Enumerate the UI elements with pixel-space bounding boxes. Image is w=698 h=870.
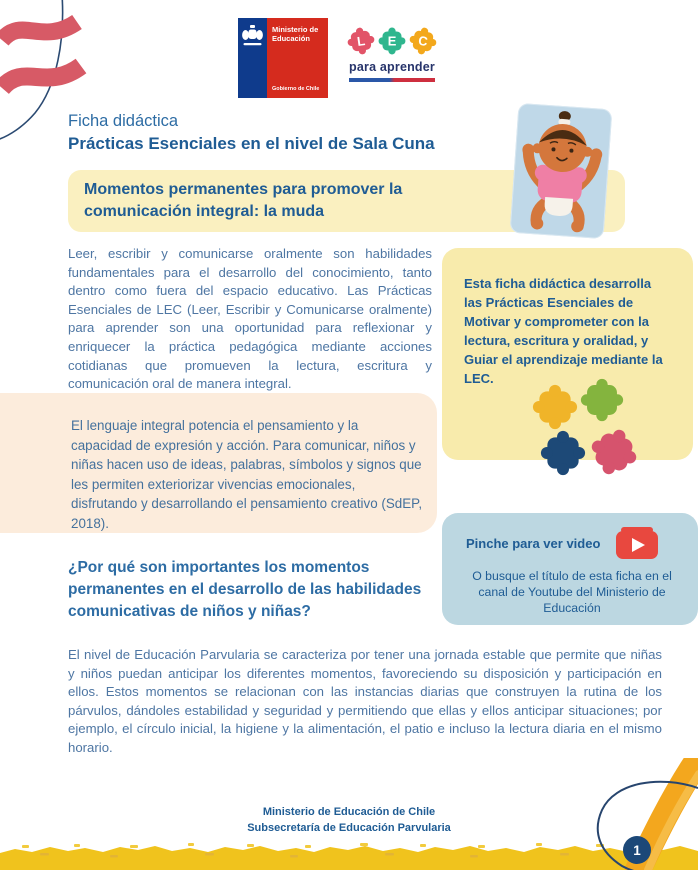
footer-ministry: Ministerio de Educación de Chile [262,806,436,818]
question-heading: ¿Por qué son importantes los momentos permanentes en el desarrollo de las habilidades comunicativas de niños y niñas? [68,559,422,620]
body-paragraph: El nivel de Educación Parvularia se caracteriza por tener una jornada estable que permite que niñas y niños puedan anticipar los diferentes momentos, favoreciendo su disposición y participación en ellos. Estos momentos se relacionan con las instancias diarias que construyen la rutina de los párvulos, dándoles estabilidad y seguridad y permitiendo que ellas y ellos anticipar situaciones; por ejemplo, el círculo inicial, la higiene y la alimentación, el patio e incluso la lectura diaria en el mismo horario. [68,647,662,755]
video-cta-link[interactable]: Pinche para ver video [466,535,601,551]
lec-piece-l-icon [345,25,377,57]
page-title: Prácticas Esenciales en el nivel de Sala Cuna [68,134,435,153]
document-kicker: Ficha didáctica [68,112,179,130]
footer-subsecretary: Subsecretaría de Educación Parvularia [247,822,451,834]
puzzle-pieces-icon [518,376,658,498]
red-swoosh-icon [2,22,77,40]
page-number-badge: 1 [623,836,651,864]
baby-illustration-card [510,103,613,239]
chile-coat-of-arms-icon [241,24,264,50]
footer [0,804,698,836]
video-box [442,513,698,625]
lec-piece-e-icon [378,27,406,55]
baby-icon [510,103,613,239]
bottom-yellow-band [0,840,698,870]
mineduc-logo-title: Ministerio de Educación [272,25,319,43]
svg-text:E: E [387,33,397,49]
lec-logo-flag-bar [349,78,435,82]
quote-box [0,393,437,533]
svg-text:L: L [356,33,366,49]
topic-banner-text: Momentos permanentes para promover la comunicación integral: la muda [84,181,403,220]
circle-outline-decoration [0,0,63,140]
lec-logo [344,27,440,82]
lec-logo-tagline: para aprender [349,60,435,74]
mineduc-logo [238,18,328,98]
lec-logo-pieces [344,27,440,57]
intro-paragraph: Leer, escribir y comunicarse oralmente son habilidades fundamentales para el desarrollo del conocimiento, tanto dentro como fuera del espacio educativo. Las Prácticas Esenciales de LEC (Leer, Escribir y Comunicarse oralmente) para aprender son una oportunidad para reflexionar y enriquecer la práctica pedagógica mediante acciones cotidianas que promueven la lectura, escritura y comunicación oral de manera integral. [68,246,432,392]
lec-piece-c-icon [407,25,439,57]
video-alt-text: O busque el título de esta ficha en el canal de Youtube del Ministerio de Educación [472,569,672,615]
quote-text: El lenguaje integral potencia el pensamiento y la capacidad de expresión y acción. Para comunicar, niños y niñas hacen uso de ideas, palabras, símbolos y signos que les permiten exteriorizar vivencias emocionales, disfrutando y desarrollando el pensamiento creativo (SdEP, 2018). [71,418,423,531]
mineduc-logo-red-panel [267,18,328,98]
red-swoosh-icon [2,66,81,88]
mineduc-logo-subtitle: Gobierno de Chile [272,86,320,92]
sidebar-note-text: Esta ficha didáctica desarrolla las Prácticas Esenciales de Motivar y comprometer con la lectura, escritura y oralidad, y Guiar el aprendizaje mediante la LEC. [464,276,663,386]
youtube-icon[interactable] [616,527,658,559]
mineduc-logo-blue-panel [238,18,267,98]
svg-text:C: C [417,32,429,50]
